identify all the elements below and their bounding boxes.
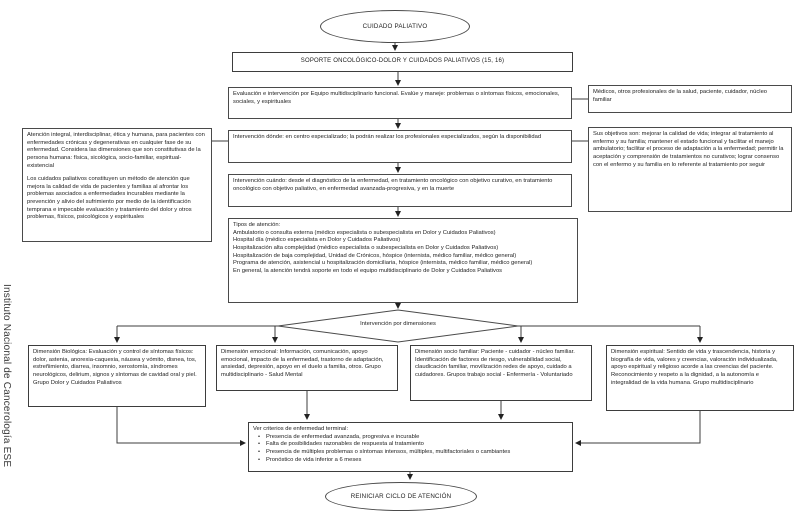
tipos-line: Ambulatorio o consulta externa (médico especialista o subespecialista en Dolor y Cuidados Paliativos) — [233, 229, 496, 236]
tipos-title: Tipos de atención: — [233, 222, 281, 228]
tipos-line: Hospital día (médico especialista en Dolor y Cuidados Paliativos) — [233, 237, 401, 244]
tipos-atencion-box — [228, 218, 578, 303]
start-node — [320, 10, 470, 43]
criterios-title: Ver criterios de enfermedad terminal: — [253, 426, 349, 432]
medicos-box: Médicos, otros profesionales de la salud, paciente, cuidador, núcleo familiar — [588, 85, 792, 113]
criterios-item: • Falta de posibilidades razonables de respuesta al tratamiento — [253, 441, 568, 449]
objetivos-box: Sus objetivos son: mejorar la calidad de vida; integrar al tratamiento al enfermo y su familia; mantener el estado funcional y facilitar el manejo ambulatorio; facilitar el proceso de adaptación a la enfermedad; permitir la aceptación y comprensión de tratamientos no curativos; lograr consenso con el enfermo y su familia en lo referente al tratamiento por seguir — [588, 127, 792, 212]
criterios-item: • Presencia de múltiples problemas o síntomas intensos, múltiples, multifactoriales o cambiantes — [253, 449, 568, 457]
decision-diamond-label: Intervención por dimensiones — [360, 321, 436, 327]
atencion-integral-paragraph-1: Atención integral, interdisciplinar, ética y humana, para pacientes con enfermedades crónicas y degenerativas en cualquier fase de su enfermedad. Considera las dimensiones que son constitutivas de la persona humana: física, sicológica, socio-familiar, espiritual-existencial — [27, 132, 205, 169]
criterios-item: • Presencia de enfermedad avanzada, progresiva e incurable — [253, 434, 568, 442]
soporte-oncologico-box: SOPORTE ONCOLÓGICO-DOLOR Y CUIDADOS PALIATIVOS (15, 16) — [232, 52, 573, 72]
tipos-line: En general, la atención tendrá soporte en todo el equipo multidisciplinario de Dolor y Cuidados Paliativos — [233, 267, 503, 274]
criterios-item: • Pronóstico de vida inferior a 6 meses — [253, 457, 568, 465]
dimension-biologica-box: Dimensión Biológica: Evaluación y control de síntomas físicos: dolor, astenia, anorexia-caquexia, náusea y vómito, disnea, tos, estreñimiento, diarrea, insomnio, xerostomía, síndromes neurológicos, delirium, signos y síntomas de cavidad oral y piel. Grupo Dolor y Cuidados Paliativos — [28, 345, 206, 407]
dimension-espiritual-box: Dimensión espiritual: Sentido de vida y trascendencia, historia y biografía de vida, valores y creencias, valoración individualizada, apoyo espiritual y religioso acorde a las creencias del paciente. Reconocimiento y respeto a la dignidad, a la autonomía e integralidad de la vida humana. Grupo multidisciplinario — [606, 345, 794, 411]
org-vertical-label: Instituto Nacional de Cancerología ESE — [1, 284, 12, 468]
tipos-line: Hospitalización de baja complejidad, Unidad de Crónicos, hóspice (internista, médico familiar, médico general) — [233, 252, 517, 259]
end-node — [325, 482, 477, 511]
dimension-emocional-box: Dimensión emocional: Información, comunicación, apoyo emocional, impacto de la enfermedad, trastorno de adaptación, ansiedad, depresión, apoyo en el duelo a familia, otros. Grupo multidisciplinario - Salud Mental — [216, 345, 398, 391]
intervencion-cuando-box: Intervención cuándo: desde el diagnóstico de la enfermedad, en tratamiento oncológico con objetivo curativo, en tratamiento oncológico con objetivo paliativo, en enfermedad avanzada-progresiva, y en la muerte — [228, 174, 572, 207]
tipos-line: Hospitalización alta complejidad (médico especialista o subespecialista en Dolor y Cuidados Paliativos) — [233, 244, 499, 251]
dimension-socio-familiar-box: Dimensión socio familiar: Paciente - cuidador - núcleo familiar. Identificación de factores de riesgo, vulnerabilidad social, claudicación familiar, movilización redes de apoyo, cuidado a cuidadores. Grupos trabajo social - Enfermería - Voluntariado — [410, 345, 592, 401]
end-label: REINICIAR CICLO DE ATENCIÓN — [350, 493, 452, 500]
tipos-line: Programa de atención, asistencial u hospitalización domiciliaria, hóspice (internista, médico familiar, médico general) — [233, 260, 533, 267]
criterios-terminal-box — [248, 422, 573, 472]
start-label: CUIDADO PALIATIVO — [362, 23, 428, 30]
atencion-integral-paragraph-2: Los cuidados paliativos constituyen un método de atención que mejora la calidad de vida de pacientes y familias al afrontar los problemas asociados a enfermedades incurables mediante la prevención y alivio del sufrimiento por medio de la identificación temprana e impecable evaluación y tratamiento del dolor y otros problemas, físicos, psicológicos y espirituales — [27, 176, 192, 221]
intervencion-donde-box: Intervención dónde: en centro especializado; la podrán realizar los profesionales especializados, según la disponibilidad — [228, 130, 572, 163]
atencion-integral-box — [22, 128, 212, 242]
evaluacion-box: Evaluación e intervención por Equipo multidisciplinario funcional. Evalúe y maneje: problemas o síntomas físicos, emocionales, sociales, y espirituales — [228, 87, 572, 119]
